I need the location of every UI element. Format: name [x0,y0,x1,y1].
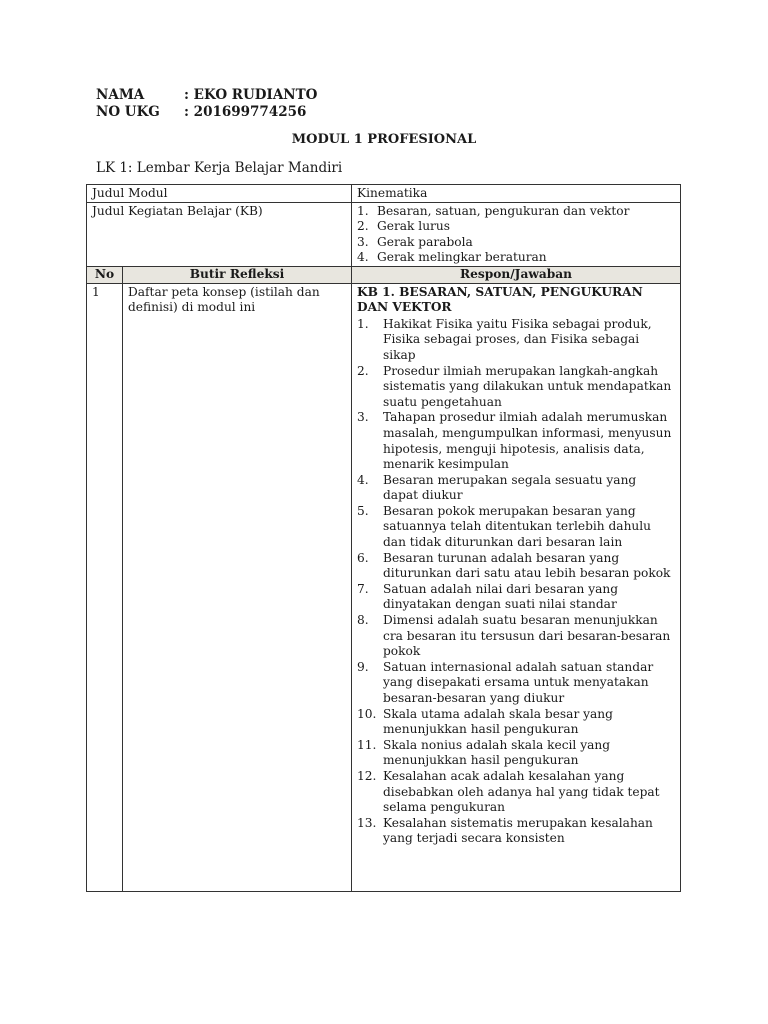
header-butir: Butir Refleksi [123,266,352,283]
kb-list-cell [352,202,681,266]
row-no: 1 [87,283,123,891]
row-respon [352,283,681,891]
list-item-number: 12. [357,768,377,783]
table-header-row [87,266,681,283]
ukg-label: NO UKG [96,104,160,120]
list-item-number: 9. [357,659,369,674]
list-item-number: 11. [357,737,377,752]
list-item-number: 2. [357,219,369,234]
list-item-number: 1. [357,316,369,331]
list-item-text: Skala nonius adalah skala kecil yang menunjukkan hasil pengukuran [383,737,611,768]
list-item-number: 5. [357,503,369,518]
list-item-text: Besaran pokok merupakan besaran yang satuannya telah ditentukan terlebih dahulu dan tidak diturunkan dari besaran lain [383,503,652,550]
list-item-number: 3. [357,234,369,249]
list-item-number: 8. [357,613,369,628]
list-item-text: Tahapan prosedur ilmiah adalah merumuskan masalah, mengumpulkan informasi, menyusun hipotesis, menguji hipotesis, analisis data, menarik kesimpulan [383,410,672,472]
list-item [357,473,675,504]
response-list [357,317,675,847]
list-item-number: 4. [357,472,369,487]
ukg-row [96,104,317,121]
list-item-text: Satuan internasional adalah satuan standar yang disepakati ersama untuk menyatakan besaran-besaran yang diukur [383,659,654,705]
list-item-text: Kesalahan sistematis merupakan kesalahan yang terjadi secara konsisten [383,815,653,846]
list-item-number: 1. [357,203,369,218]
list-item-text: Dimensi adalah suatu besaran menunjukkan cra besaran itu tersusun dari besaran-besaran pokok [383,613,671,659]
list-item [357,551,675,582]
list-item [357,816,675,847]
list-item [357,582,675,613]
list-item-number: 7. [357,581,369,596]
list-item [357,410,675,472]
list-item [357,504,675,551]
list-item-number: 2. [357,363,369,378]
list-item-text: Gerak parabola [377,234,473,249]
list-item-number: 13. [357,815,377,830]
judul-modul-row [87,185,681,203]
header-respon: Respon/Jawaban [352,266,681,283]
list-item-text: Gerak melingkar beraturan [377,250,547,265]
judul-kb-label: Judul Kegiatan Belajar (KB) [87,202,352,266]
worksheet-subtitle: LK 1: Lembar Kerja Belajar Mandiri [96,160,343,176]
table-row [87,283,681,891]
judul-kb-row [87,202,681,266]
list-item [357,219,675,235]
list-item [357,364,675,411]
list-item-text: Hakikat Fisika yaitu Fisika sebagai produk, Fisika sebagai proses, dan Fisika sebagai sikap [383,316,652,362]
worksheet-table [86,184,681,892]
name-row [96,87,317,104]
list-item-text: Prosedur ilmiah merupakan langkah-angkah sistematis yang dilakukan untuk mendapatkan suatu pengetahuan [383,363,672,409]
list-item [357,204,675,220]
list-item-text: Besaran merupakan segala sesuatu yang dapat diukur [383,472,637,503]
list-item-text: Besaran turunan adalah besaran yang diturunkan dari satu atau lebih besaran pokok [383,550,671,581]
list-item-text: Skala utama adalah skala besar yang menunjukkan hasil pengukuran [383,706,613,737]
module-title: MODUL 1 PROFESIONAL [291,132,477,147]
row-butir: Daftar peta konsep (istilah dan definisi) di modul ini [123,283,352,891]
list-item-number: 4. [357,250,369,265]
name-value: : EKO RUDIANTO [184,87,318,103]
list-item-text: Satuan adalah nilai dari besaran yang dinyatakan dengan suati nilai standar [383,581,619,612]
list-item-text: Besaran, satuan, pengukuran dan vektor [377,203,630,218]
judul-modul-label: Judul Modul [87,185,352,203]
list-item [357,235,675,251]
list-item [357,613,675,660]
list-item-text: Kesalahan acak adalah kesalahan yang disebabkan oleh adanya hal yang tidak tepat selama pengukuran [383,768,660,815]
judul-modul-value: Kinematika [352,185,681,203]
name-label: NAMA [96,87,145,103]
list-item-text: Gerak lurus [377,219,450,234]
identity-block [96,87,317,121]
list-item [357,317,675,364]
header-no: No [87,266,123,283]
list-item-number: 10. [357,706,377,721]
ukg-value: : 201699774256 [184,104,307,120]
list-item [357,707,675,738]
list-item [357,769,675,816]
kb-heading: KB 1. BESARAN, SATUAN, PENGUKURAN DAN VEKTOR [357,284,643,315]
list-item-number: 3. [357,410,369,425]
list-item [357,660,675,707]
kb-list [357,204,675,266]
list-item-number: 6. [357,550,369,565]
list-item [357,738,675,769]
list-item [357,250,675,266]
